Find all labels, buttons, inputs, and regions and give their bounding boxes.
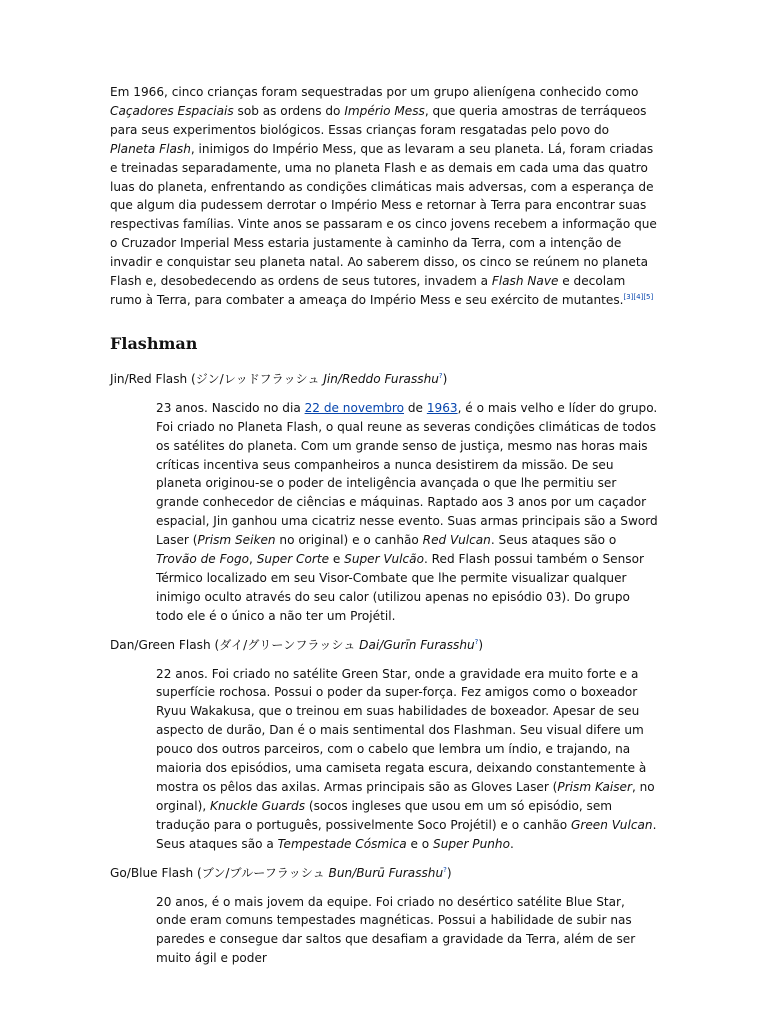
intro-text: e decolam rumo à Terra, para combater a ameaça do Império Mess e seu exército de mutantes.: [110, 274, 626, 307]
character-japanese: ジン/レッドフラッシュ: [195, 371, 324, 386]
desc-emphasis: Knuckle Guards: [210, 798, 306, 813]
desc-text: , no orginal),: [156, 780, 655, 813]
desc-emphasis: Green Vulcan: [571, 817, 653, 832]
intro-emphasis: Império Mess: [344, 103, 425, 118]
desc-emphasis: Red Vulcan: [422, 533, 491, 548]
desc-text: no original) e o canhão: [275, 533, 423, 548]
paren-close: ): [478, 637, 484, 652]
character-name: Jin/Red Flash (: [110, 371, 196, 386]
character-name: Go/Blue Flash (: [110, 865, 202, 880]
intro-text: sob as ordens do: [233, 103, 345, 118]
reference-links: [623, 293, 653, 301]
desc-text: , é o mais velho e líder do grupo. Foi criado no Planeta Flash, o qual reune as severas condições climáticas de todos os satélites do planeta. Com um grande senso de justiça, mesmo nas horas mais críticas incentiva seus companheiros a nunca desistirem da missão. De seu planeta originou-se o poder de inteligência avançada o que lhe permitiu ser grande conhecedor de ciências e máquinas. Raptado aos 3 anos por um caçador espacial, Jin ganhou uma cicatriz nesse evento. Suas armas principais são a Sword Laser (: [156, 400, 658, 548]
paren-close: ): [446, 865, 452, 880]
year-link[interactable]: 1963: [426, 400, 458, 415]
section-title: Flashman: [110, 333, 198, 353]
help-link[interactable]: ?: [443, 865, 447, 874]
reference-link-5[interactable]: [5]: [643, 292, 654, 301]
character-description-blue: [156, 893, 658, 969]
character-description-green: [156, 665, 658, 854]
character-romaji: Dai/Gurīn Furasshu: [359, 637, 475, 652]
desc-text: 20 anos, é o mais jovem da equipe. Foi criado no desértico satélite Blue Star, onde eram comuns tempestades magnéticas. Possui a habilidade de subir nas paredes e consegue dar saltos que desafiam a gravidade da Terra, além de ser muito ágil e poder: [156, 894, 636, 966]
intro-paragraph: [110, 83, 658, 310]
reference-link-4[interactable]: [4]: [633, 292, 644, 301]
desc-emphasis: Tempestade Cósmica: [277, 836, 407, 851]
character-japanese: ダイ/グリーンフラッシュ: [219, 637, 360, 652]
desc-text: e: [329, 552, 345, 567]
desc-emphasis: Trovão de Fogo: [156, 552, 250, 567]
desc-emphasis: Prism Kaiser: [557, 780, 632, 794]
intro-text: , que queria amostras de terráqueos para seus experimentos biológicos. Essas crianças foram resgatadas pelo povo do: [110, 103, 647, 137]
character-name: Dan/Green Flash (: [110, 637, 220, 652]
desc-text: e o: [406, 836, 434, 851]
character-heading-red: [110, 370, 658, 389]
character-heading-blue: [110, 864, 658, 883]
character-description-red: [156, 399, 658, 626]
reference-link-3[interactable]: [3]: [623, 292, 634, 301]
desc-text: ,: [249, 552, 257, 567]
desc-text: .: [509, 836, 514, 851]
character-heading-green: [110, 636, 658, 655]
desc-text: 22 anos. Foi criado no satélite Green Star, onde a gravidade era muito forte e a superfície rochosa. Possui o poder da super-força. Fez amigos como o boxeador Ryuu Wakakusa, que o treinou em suas habilidades de boxeador. Apesar de seu aspecto de durão, Dan é o mais sentimental dos Flashman. Seu visual difere um pouco dos outros parceiros, com o cabelo que lembra um índio, e trajando, na maioria dos episódios, uma camiseta regata escura, deixando constantemente à mostra os pêlos das axilas. Armas principais são as Gloves Laser (: [156, 666, 647, 794]
desc-text: . Red Flash possui também o Sensor Térmico localizado em seu Visor-Combate que lhe permite visualizar qualquer inimigo oculto através do seu calor (utilizou apenas no episódio 03). Do grupo todo ele é o único a não ter um Projétil.: [156, 552, 644, 623]
date-link[interactable]: 22 de novembro: [304, 400, 405, 415]
intro-text: Em 1966, cinco crianças foram sequestradas por um grupo alienígena conhecido como: [110, 85, 639, 99]
intro-text: , inimigos do Império Mess, que as levaram a seu planeta. Lá, foram criadas e treinadas separadamente, uma no planeta Flash e as demais em cada uma das quatro luas do planeta, enfrentando as condições climáticas mais adversas, com a esperança de que algum dia pudessem derrotar o Império Mess e retornar à Terra para encontrar suas respectivas famílias. Vinte anos se passaram e os cinco jovens recebem a informação que o Cruzador Imperial Mess estaria justamente à caminho da Terra, com a intenção de invadir e conquistar seu planeta natal. Ao saberem disso, os cinco se reúnem no planeta Flash e, desobedecendo as ordens de seus tutores, invadem a: [110, 141, 657, 289]
desc-text: 23 anos. Nascido no dia: [156, 400, 305, 415]
help-link[interactable]: ?: [438, 371, 443, 380]
paren-close: ): [442, 371, 448, 386]
help-link[interactable]: ?: [474, 637, 479, 646]
desc-emphasis: Prism Seiken: [197, 533, 276, 548]
desc-text: . Seus ataques são a: [156, 817, 657, 851]
character-romaji: Bun/Burū Furasshu: [328, 865, 444, 880]
desc-text: (socos ingleses que usou em um só episódio, sem tradução para o português, possivelmente Soco Projétil) e o canhão: [156, 798, 613, 832]
desc-text: de: [404, 400, 427, 415]
intro-emphasis: Caçadores Espaciais: [110, 103, 234, 118]
desc-emphasis: Super Punho: [433, 836, 510, 851]
document-page: [110, 83, 658, 978]
desc-text: . Seus ataques são o: [490, 533, 617, 548]
intro-emphasis: Planeta Flash: [110, 141, 191, 156]
desc-emphasis: Super Vulcão: [344, 552, 424, 567]
intro-emphasis: Flash Nave: [491, 274, 559, 289]
character-romaji: Jin/Reddo Furasshu: [323, 371, 439, 386]
character-japanese: ブン/ブルーフラッシュ: [201, 865, 329, 880]
desc-emphasis: Super Corte: [256, 552, 330, 567]
